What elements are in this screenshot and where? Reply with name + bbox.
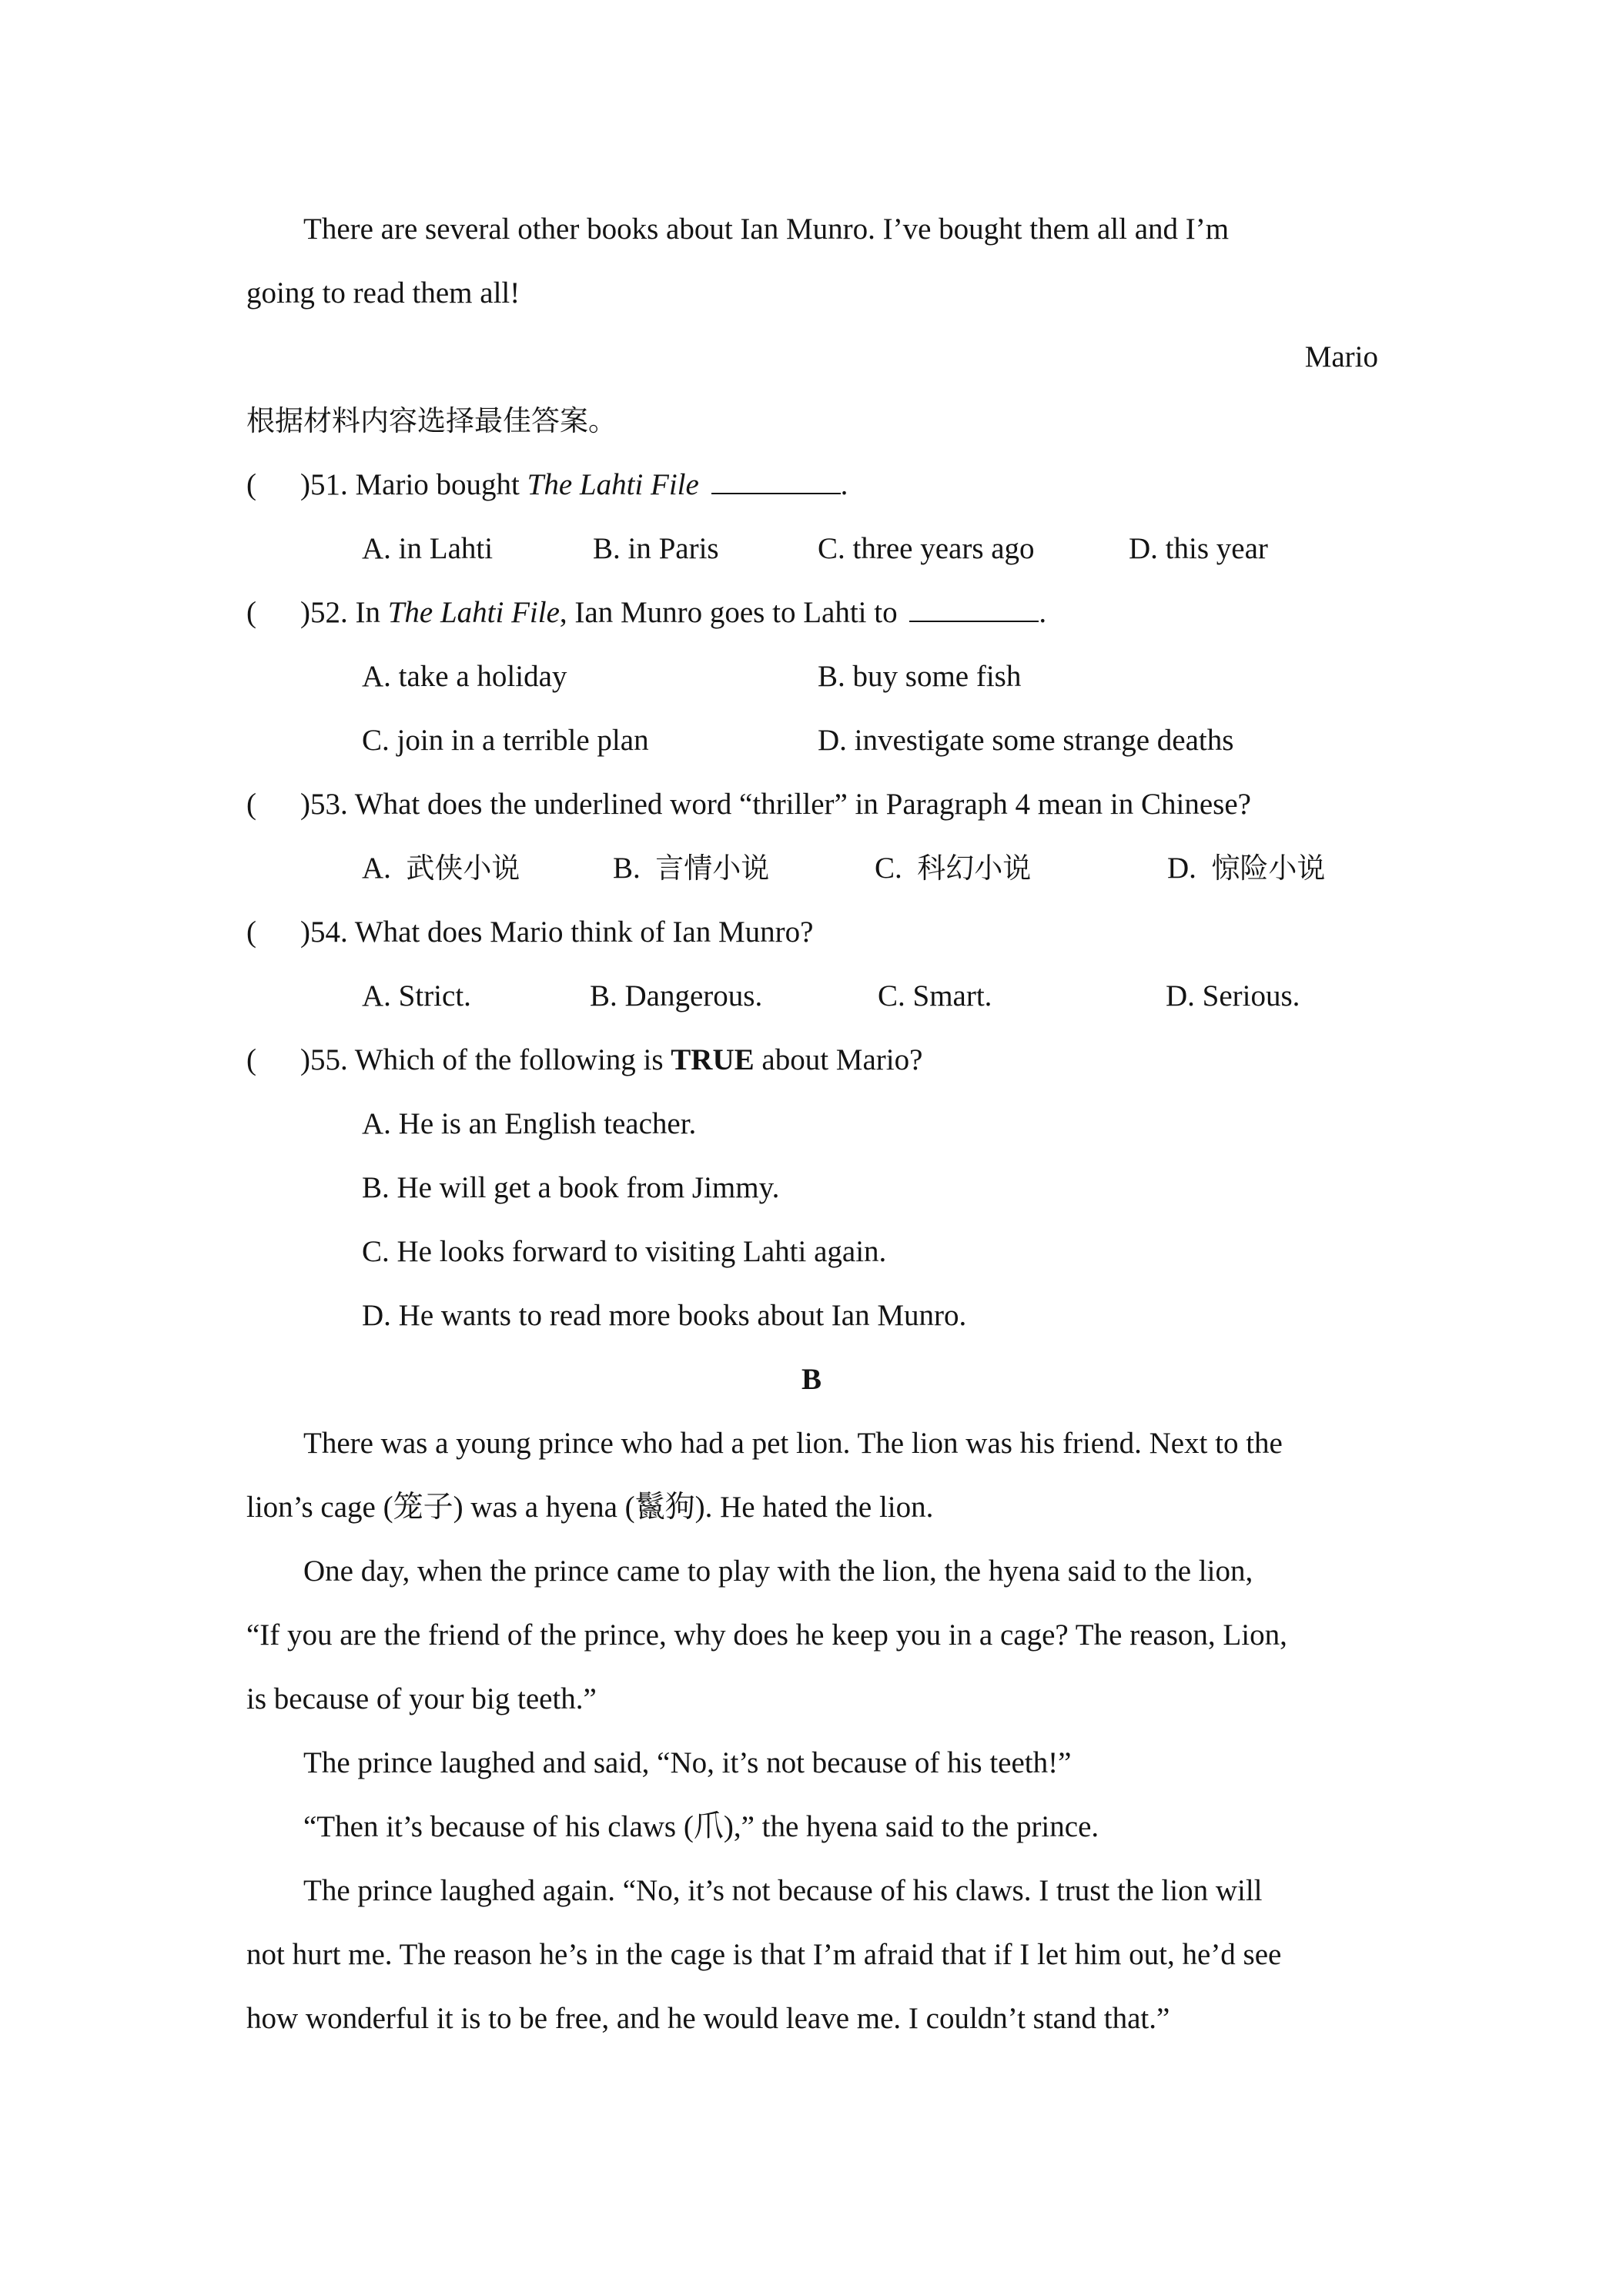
option-a[interactable]: A. in Lahti xyxy=(362,532,494,565)
option-a[interactable]: A. take a holiday xyxy=(362,660,567,693)
option-b[interactable]: B. He will get a book from Jimmy. xyxy=(362,1171,780,1204)
options-54 xyxy=(0,977,1623,1016)
passage-line: is because of your big teeth.” xyxy=(246,1682,597,1715)
question-text: )54. What does Mario think of Ian Munro? xyxy=(300,915,814,949)
option-text: 言情小说 xyxy=(655,852,770,885)
option-c[interactable]: C. join in a terrible plan xyxy=(362,724,649,757)
options-52-row2 xyxy=(0,721,1623,760)
passage-line: There was a young prince who had a pet lion. The lion was his friend. Next to the xyxy=(303,1427,1283,1460)
option-d[interactable] xyxy=(1167,849,1325,888)
answer-paren[interactable]: ( xyxy=(246,468,256,501)
answer-blank xyxy=(711,467,841,494)
section-heading: B xyxy=(801,1363,822,1396)
emphasis-word: TRUE xyxy=(671,1043,755,1076)
option-text: 惊险小说 xyxy=(1211,852,1326,885)
options-52-row1 xyxy=(0,658,1623,696)
question-text: )51. Mario bought xyxy=(300,468,527,501)
answer-paren[interactable]: ( xyxy=(246,1043,256,1076)
question-text: )53. What does the underlined word “thriller” in Paragraph 4 mean in Chinese? xyxy=(300,788,1251,821)
question-53 xyxy=(0,785,1623,824)
option-letter: C. xyxy=(875,852,902,885)
options-53 xyxy=(0,849,1623,888)
option-letter: B. xyxy=(613,852,641,885)
passage-line: “Then it’s because of his claws (爪),” the hyena said to the prince. xyxy=(303,1810,1099,1843)
option-c[interactable]: C. He looks forward to visiting Lahti again. xyxy=(362,1235,887,1268)
passage-line: lion’s cage (笼子) was a hyena (鬣狗). He hated the lion. xyxy=(246,1491,934,1524)
instruction-text: 根据材料内容选择最佳答案。 xyxy=(246,404,617,437)
answer-paren[interactable]: ( xyxy=(246,788,256,821)
question-54 xyxy=(0,913,1623,952)
book-title: The Lahti File xyxy=(527,468,699,501)
answer-paren[interactable]: ( xyxy=(246,596,256,629)
book-title: The Lahti File xyxy=(387,596,560,629)
passage-line: The prince laughed and said, “No, it’s not because of his teeth!” xyxy=(303,1746,1072,1779)
option-letter: A. xyxy=(362,852,391,885)
question-text: )55. Which of the following is xyxy=(300,1043,671,1076)
passage-line: There are several other books about Ian Munro. I’ve bought them all and I’m xyxy=(303,213,1230,246)
option-b[interactable]: B. Dangerous. xyxy=(590,979,763,1012)
question-55 xyxy=(0,1041,1623,1079)
option-b[interactable]: B. buy some fish xyxy=(818,660,1022,693)
option-letter: D. xyxy=(1167,852,1196,885)
options-51 xyxy=(0,530,1623,568)
answer-paren[interactable]: ( xyxy=(246,915,256,949)
author-signature: Mario xyxy=(1304,340,1378,373)
passage-line: going to read them all! xyxy=(246,276,520,310)
option-d[interactable]: D. this year xyxy=(1129,532,1268,565)
option-c[interactable]: C. three years ago xyxy=(818,532,1035,565)
question-punct: . xyxy=(1039,596,1047,629)
passage-line: “If you are the friend of the prince, why does he keep you in a cage? The reason, Lion, xyxy=(246,1618,1287,1652)
question-text: , Ian Munro goes to Lahti to xyxy=(559,596,898,629)
question-punct: . xyxy=(840,468,848,501)
option-a[interactable] xyxy=(362,849,520,888)
option-d[interactable]: D. He wants to read more books about Ian Munro. xyxy=(362,1299,967,1332)
option-d[interactable]: D. investigate some strange deaths xyxy=(818,724,1234,757)
option-d[interactable]: D. Serious. xyxy=(1166,979,1300,1012)
option-text: 武侠小说 xyxy=(406,852,520,885)
option-b[interactable]: B. in Paris xyxy=(593,532,719,565)
passage-line: One day, when the prince came to play with the lion, the hyena said to the lion, xyxy=(303,1555,1253,1588)
option-a[interactable]: A. He is an English teacher. xyxy=(362,1107,697,1140)
option-text: 科幻小说 xyxy=(917,852,1032,885)
option-b[interactable] xyxy=(613,849,769,888)
answer-blank xyxy=(909,594,1039,622)
option-c[interactable] xyxy=(875,849,1031,888)
passage-line: The prince laughed again. “No, it’s not because of his claws. I trust the lion will xyxy=(303,1874,1263,1907)
option-c[interactable]: C. Smart. xyxy=(878,979,992,1012)
question-51 xyxy=(0,466,1623,504)
question-text: )52. In xyxy=(300,596,388,629)
question-52 xyxy=(0,594,1623,632)
passage-line: how wonderful it is to be free, and he would leave me. I couldn’t stand that.” xyxy=(246,2002,1170,2035)
passage-line: not hurt me. The reason he’s in the cage is that I’m afraid that if I let him out, he’d see xyxy=(246,1938,1282,1971)
question-text: about Mario? xyxy=(754,1043,923,1076)
option-a[interactable]: A. Strict. xyxy=(362,979,471,1012)
